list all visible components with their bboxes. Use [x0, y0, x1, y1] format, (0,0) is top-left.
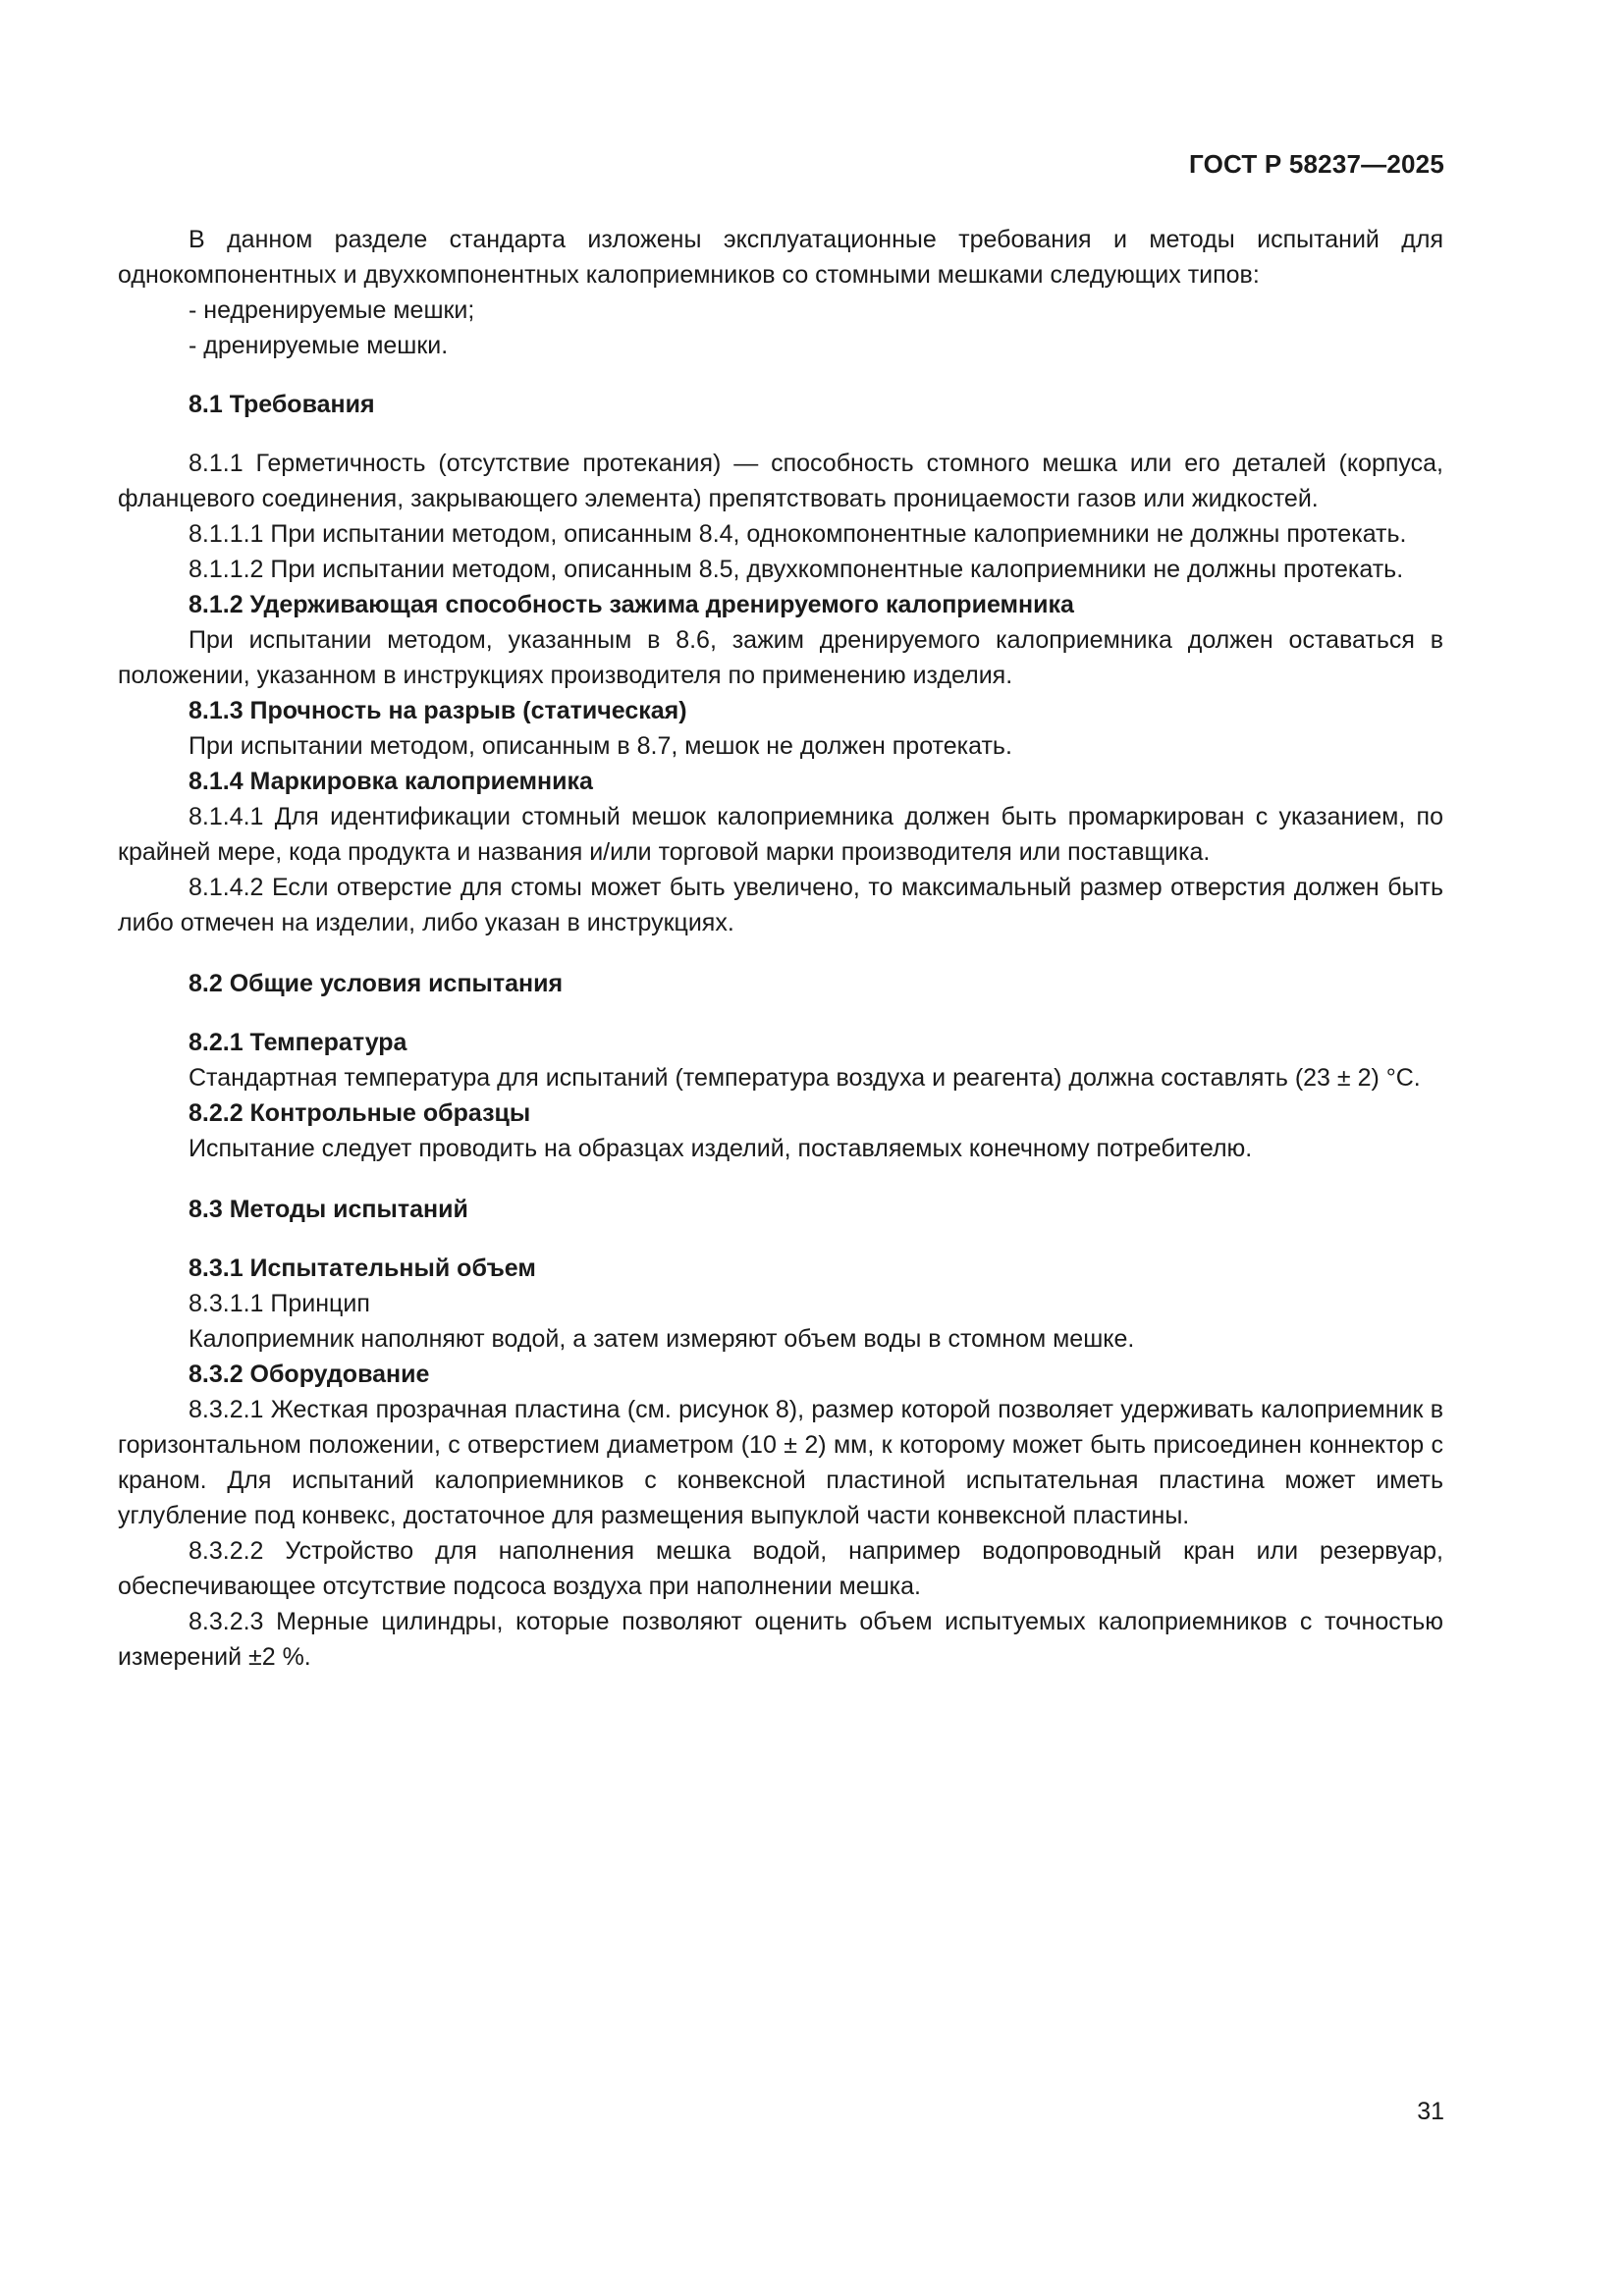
paragraph-8-3-2-3: 8.3.2.3 Мерные цилиндры, которые позволяют оценить объем испытуемых калоприемников с точностью измерений ±2 %.: [118, 1608, 1443, 1671]
paragraph-8-1-1-2: 8.1.1.2 При испытании методом, описанным 8.5, двухкомпонентные калоприемники не должны протекать.: [189, 556, 1404, 583]
page-number: 31: [1417, 2098, 1444, 2125]
paragraph-8-2-1: Стандартная температура для испытаний (температура воздуха и реагента) должна составлять (23 ± 2) °С.: [189, 1064, 1421, 1092]
paragraph-8-1-1-1: 8.1.1.1 При испытании методом, описанным 8.4, однокомпонентные калоприемники не должны протекать.: [189, 520, 1407, 548]
paragraph-8-3-1-1: 8.3.1.1 Принцип: [189, 1290, 370, 1317]
paragraph-8-1-4-2: 8.1.4.2 Если отверстие для стомы может быть увеличено, то максимальный размер отверстия должен быть либо отмечен на изделии, либо указан в инструкциях.: [118, 874, 1443, 936]
subsection-heading-8-2-2: 8.2.2 Контрольные образцы: [189, 1099, 531, 1127]
page-content: [118, 222, 1443, 1675]
paragraph-8-3-2-1: 8.3.2.1 Жесткая прозрачная пластина (см. рисунок 8), размер которой позволяет удерживать калоприемник в горизонтальном положении, с отверстием диаметром (10 ± 2) мм, к которому может быть присоединен коннектор с краном. Для испытаний калоприемников с конвексной пластиной испытательная пластина может иметь углубление под конвекс, достаточное для размещения выпуклой части конвексной пластины.: [118, 1396, 1443, 1529]
paragraph-8-3-2-2: 8.3.2.2 Устройство для наполнения мешка водой, например водопроводный кран или резервуар, обеспечивающее отсутствие подсоса воздуха при наполнении мешка.: [118, 1537, 1443, 1600]
subsection-heading-8-3-1: 8.3.1 Испытательный объем: [189, 1255, 536, 1282]
subsection-heading-8-3-2: 8.3.2 Оборудование: [189, 1361, 430, 1388]
paragraph-8-1-2: При испытании методом, указанным в 8.6, зажим дренируемого калоприемника должен оставаться в положении, указанном в инструкциях производителя по применению изделия.: [118, 626, 1443, 689]
paragraph-8-3-1-1-text: Калоприемник наполняют водой, а затем измеряют объем воды в стомном мешке.: [189, 1325, 1135, 1353]
document-number: ГОСТ Р 58237—2025: [1189, 149, 1444, 179]
section-heading-8-3: 8.3 Методы испытаний: [189, 1196, 468, 1223]
subsection-heading-8-1-2: 8.1.2 Удерживающая способность зажима дренируемого калоприемника: [189, 591, 1074, 618]
subsection-heading-8-1-4: 8.1.4 Маркировка калоприемника: [189, 768, 593, 795]
paragraph-8-1-3: При испытании методом, описанным в 8.7, мешок не должен протекать.: [189, 732, 1012, 760]
subsection-heading-8-1-3: 8.1.3 Прочность на разрыв (статическая): [189, 697, 687, 724]
paragraph-8-1-4-1: 8.1.4.1 Для идентификации стомный мешок калоприемника должен быть промаркирован с указанием, по крайней мере, кода продукта и названия и/или торговой марки производителя или поставщика.: [118, 803, 1443, 866]
list-item: - дренируемые мешки.: [189, 332, 449, 359]
section-heading-8-1: 8.1 Требования: [189, 391, 375, 418]
paragraph-8-2-2: Испытание следует проводить на образцах изделий, поставляемых конечному потребителю.: [189, 1135, 1253, 1162]
list-item: - недренируемые мешки;: [189, 296, 475, 324]
subsection-heading-8-2-1: 8.2.1 Температура: [189, 1029, 407, 1056]
paragraph-8-1-1: 8.1.1 Герметичность (отсутствие протекания) — способность стомного мешка или его деталей (корпуса, фланцевого соединения, закрывающего элемента) препятствовать проницаемости газов или жидкостей.: [118, 450, 1443, 512]
intro-paragraph: В данном разделе стандарта изложены эксплуатационные требования и методы испытаний для однокомпонентных и двухкомпонентных калоприемников со стомными мешками следующих типов:: [118, 226, 1443, 289]
section-heading-8-2: 8.2 Общие условия испытания: [189, 970, 564, 997]
